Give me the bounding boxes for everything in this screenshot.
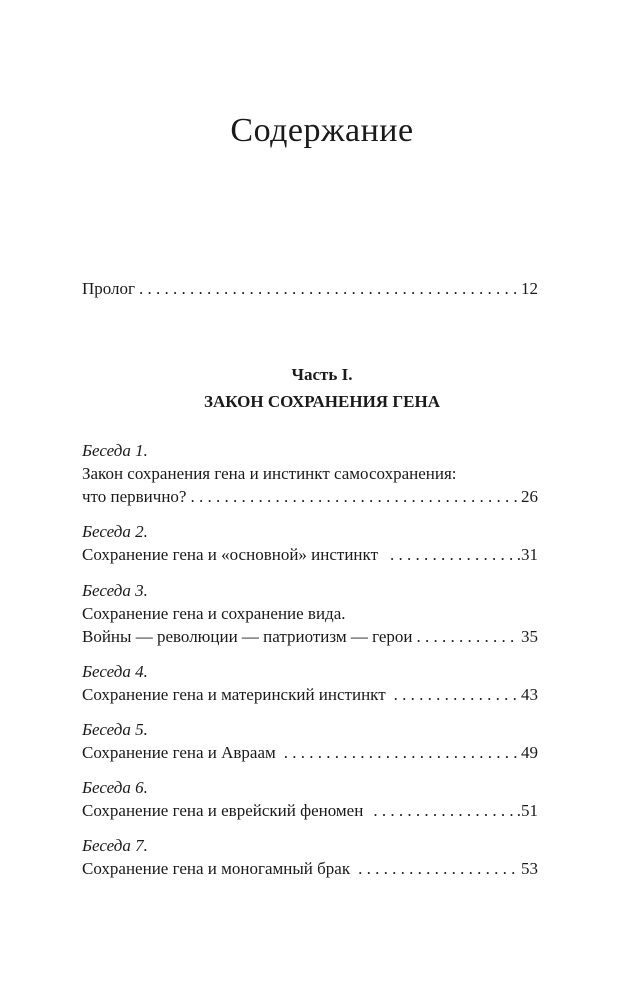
leader-dots	[358, 858, 517, 880]
toc-page-number: 43	[521, 685, 538, 704]
toc-entry-talk-2[interactable]	[82, 544, 538, 566]
toc-entry-talk-7[interactable]	[82, 858, 538, 880]
toc-entry-label: Войны — революции — патриотизм — герои	[82, 627, 413, 646]
toc-page-number: 53	[521, 859, 538, 878]
leader-dots	[373, 800, 512, 822]
toc-entry-label: Пролог	[82, 279, 136, 298]
toc-entry-label: что первично?	[82, 487, 187, 506]
leader-dots	[139, 278, 517, 300]
leader-dots	[394, 684, 517, 706]
toc-entry-talk-4[interactable]	[82, 684, 538, 706]
toc-entry-prologue[interactable]	[82, 278, 538, 300]
part-number: Часть I.	[291, 365, 353, 384]
toc-entry-talk-5[interactable]	[82, 742, 538, 764]
leader-dots	[284, 742, 517, 764]
page-title: Содержание	[230, 112, 414, 149]
toc-entry-label: Сохранение гена и Авраам	[82, 743, 276, 762]
talk-heading: Беседа 1.	[82, 441, 148, 460]
part-title: ЗАКОН СОХРАНЕНИЯ ГЕНА	[204, 392, 440, 411]
toc-page-number: 12	[521, 279, 538, 298]
toc-entry-talk-6[interactable]	[82, 800, 538, 822]
leader-dots	[190, 486, 517, 508]
talk-heading: Беседа 7.	[82, 836, 148, 855]
toc-entry-label: Сохранение гена и еврейский феномен	[82, 801, 364, 820]
toc-entry-label: Сохранение гена и материнский инстинкт	[82, 685, 386, 704]
toc-page-number: 26	[521, 487, 538, 506]
toc-entry-label: Сохранение гена и «основной» инстинкт	[82, 545, 378, 564]
talk-heading: Беседа 2.	[82, 522, 148, 541]
toc-entry-label: Сохранение гена и моногамный брак	[82, 859, 351, 878]
toc-entry-talk-3[interactable]	[82, 626, 538, 648]
toc-page-number: 49	[521, 743, 538, 762]
toc-page-number: 35	[521, 627, 538, 646]
toc-entry-text: Закон сохранения гена и инстинкт самосохранения:	[82, 464, 457, 483]
leader-dots	[390, 544, 513, 566]
leader-dots	[417, 626, 517, 648]
talk-heading: Беседа 4.	[82, 662, 148, 681]
talk-heading: Беседа 5.	[82, 720, 148, 739]
talk-heading: Беседа 3.	[82, 581, 148, 600]
toc-entry-text: Сохранение гена и сохранение вида.	[82, 604, 346, 623]
talk-heading: Беседа 6.	[82, 778, 148, 797]
toc-page-number: .51	[516, 801, 538, 820]
toc-entry-talk-1[interactable]	[82, 486, 538, 508]
toc-page-number: .31	[516, 545, 538, 564]
